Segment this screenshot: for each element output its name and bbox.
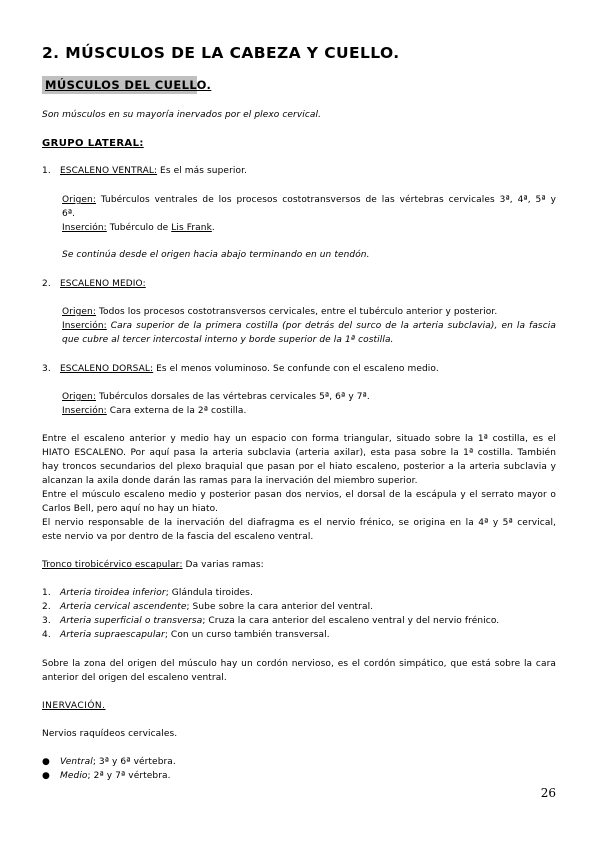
bullet-name: Ventral [60,757,93,767]
item-number: 2. [42,279,51,289]
paragraph-line: El nervio responsable de la inervación del diafragma es el nervio frénico, se origina en la 4ª y 5ª cervical, [42,518,556,528]
origen-text: Tubérculos dorsales de las vértebras cervicales 5ª, 6ª y 7ª. [95,392,370,402]
insercion-end: . [211,223,215,233]
artery-desc: ; Cruza la cara anterior del escaleno ventral y del nervio frénico. [202,616,500,626]
artery-name: Arteria superficial o transversa [60,616,203,626]
paragraph-line: Entre el escaleno anterior y medio hay un espacio con forma triangular, situado sobre la 1ª costilla, es el [42,434,556,444]
item-number: 3. [42,616,51,626]
insercion-label: Inserción: [62,406,107,416]
escaleno-ventral-note: Se continúa desde el origen hacia abajo terminando en un tendón. [62,250,370,260]
escaleno-ventral-heading [42,166,247,176]
insercion-label: Inserción: [62,321,107,331]
artery-desc: ; Con un curso también transversal. [164,630,330,640]
bullet-desc: ; 2ª y 7ª vértebra. [87,771,171,781]
escaleno-medio-origen [62,307,497,317]
bullet-name: Medio [60,771,88,781]
item-number: 2. [42,602,51,612]
artery-name: Arteria supraescapular [60,630,165,640]
bullet-item [42,757,176,767]
escaleno-dorsal-insercion [62,406,246,416]
escaleno-dorsal-heading [42,364,439,374]
item-number: 3. [42,364,51,374]
paragraph-line: Carlos Bell, pero aquí no hay un hiato. [42,504,219,514]
escaleno-medio-insercion-cont: que cubre al tercer intercostal interno y borde superior de la 1ª costilla. [62,335,394,345]
bullet-icon: ● [42,771,50,781]
escaleno-ventral-name: ESCALENO VENTRAL: [60,166,158,176]
escaleno-dorsal-desc: Es el menos voluminoso. Se confunde con el escaleno medio. [153,364,439,374]
paragraph-line: hay troncos secundarios del plexo braquial que pasan por el hiato escaleno, posterior a la arteria subclavia y [42,462,556,472]
bullet-desc: ; 3ª y 6ª vértebra. [92,757,176,767]
lis-frank-link: Lis Frank [171,223,212,233]
list-item [42,602,373,612]
insercion-text: Tubérculo de [106,223,172,233]
insercion-text: Cara superior de la primera costilla (por detrás del surco de la arteria subclavia), en la fascia [106,321,556,331]
tronco-desc: Da varias ramas: [182,560,264,570]
escaleno-ventral-desc: Es el más superior. [157,166,248,176]
artery-desc: ; Glándula tiroides. [165,588,253,598]
item-number: 1. [42,166,51,176]
paragraph-line: anterior del origen del escaleno ventral. [42,673,227,683]
tronco-label: Tronco tirobicérvico escapular: [42,560,183,570]
paragraph-line: alcanzan la axila donde darán las ramas para la inervación del miembro superior. [42,476,418,486]
section-heading: MÚSCULOS DEL CUELLO. [45,78,212,92]
artery-name: Arteria cervical ascendente [60,602,187,612]
item-number: 4. [42,630,51,640]
inervacion-text: Nervios raquídeos cervicales. [42,729,178,739]
paragraph-line: Entre el músculo escaleno medio y posterior pasan dos nervios, el dorsal de la escápula y el serrato mayor o [42,490,556,500]
page-number: 26 [540,786,556,800]
origen-label: Origen: [62,392,96,402]
bullet-item [42,771,171,781]
paragraph-line: Sobre la zona del origen del músculo hay un cordón nervioso, es el cordón simpático, que está sobre la cara [42,659,556,669]
escaleno-medio-insercion [62,321,556,331]
escaleno-ventral-insercion [62,223,215,233]
item-number: 1. [42,588,51,598]
bullet-icon: ● [42,757,50,767]
origen-label: Origen: [62,195,96,205]
paragraph-line: HIATO ESCALENO. Por aquí pasa la arteria subclavia (arteria axilar), esta pasa sobre la 1ª costilla. También [42,448,556,458]
escaleno-dorsal-name: ESCALENO DORSAL: [60,364,154,374]
escaleno-medio-heading [42,279,146,289]
page-title: 2. MÚSCULOS DE LA CABEZA Y CUELLO. [42,44,400,62]
escaleno-ventral-origen [62,195,556,205]
insercion-label: Inserción: [62,223,107,233]
origen-text: Todos los procesos costotransversos cervicales, entre el tubérculo anterior y posterior. [95,307,498,317]
list-item [42,588,253,598]
list-item [42,630,330,640]
tronco-heading [42,560,264,570]
artery-desc: ; Sube sobre la cara anterior del ventral. [186,602,374,612]
escaleno-medio-name: ESCALENO MEDIO: [60,279,146,289]
paragraph-line: este nervio va por dentro de la fascia del escaleno ventral. [42,532,314,542]
escaleno-dorsal-origen [62,392,370,402]
origen-label: Origen: [62,307,96,317]
origen-text: Tubérculos ventrales de los procesos costotransversos de las vértebras cervicales 3ª, 4ª, 5ª y [95,195,556,205]
insercion-text: Cara externa de la 2ª costilla. [106,406,247,416]
intro-text: Son músculos en su mayoría inervados por el plexo cervical. [42,110,322,120]
group-heading: GRUPO LATERAL: [42,138,144,149]
artery-name: Arteria tiroidea inferior [60,588,166,598]
inervacion-heading: INERVACIÓN. [42,701,106,711]
list-item [42,616,499,626]
escaleno-ventral-origen-cont: 6ª. [62,209,76,219]
